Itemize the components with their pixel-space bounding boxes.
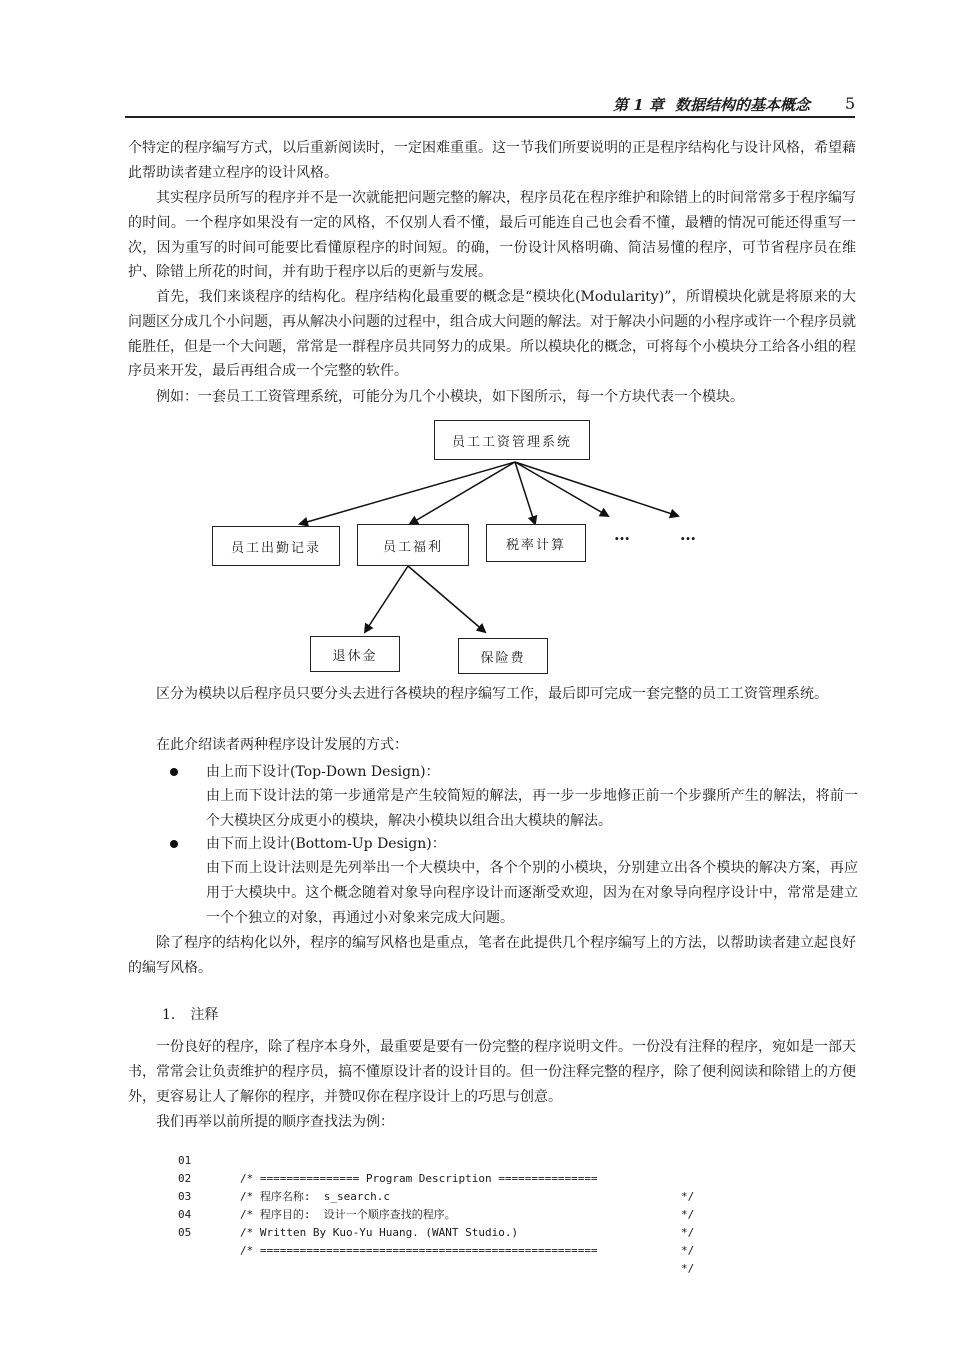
- node-payroll-system: 员工工资管理系统: [434, 420, 590, 460]
- code-text: /* =============== Program Description ===============: [240, 1172, 598, 1185]
- arrow-to-welfare: [410, 462, 515, 524]
- chapter-label: 第 1 章: [613, 96, 664, 114]
- bullet-bottom-up: [162, 832, 862, 932]
- section-title: 注释: [190, 1007, 219, 1023]
- arrow-to-more-2: [515, 462, 678, 516]
- arrow-to-insurance: [408, 566, 485, 632]
- running-header: [125, 92, 855, 118]
- line-number: 02: [178, 1172, 192, 1185]
- comment-end: */: [681, 1190, 695, 1203]
- code-text: /* ===================================================: [240, 1244, 598, 1257]
- code-text: /* Written By Kuo-Yu Huang. (WANT Studio.): [240, 1226, 519, 1239]
- ellipsis-1: …: [614, 525, 632, 544]
- bullet-top-down: [162, 760, 862, 832]
- line-number: 05: [178, 1226, 192, 1239]
- paragraph-6: 在此介绍读者两种程序设计发展的方式：: [156, 737, 408, 753]
- line-number: 03: [178, 1190, 192, 1203]
- page-number: 5: [845, 94, 856, 113]
- paragraph-2: 其实程序员所写的程序并不是一次就能把问题完整的解决，程序员花在程序维护和除错上的时间常常多于程序编写的时间。一个程序如果没有一定的风格，不仅别人看不懂，最后可能连自己也会看不懂，最糟的情况可能还得重写一次，因为重写的时间可能要比看懂原程序的时间短。的确，一份设计风格明确、简洁易懂的程序，可节省程序员在维护、除错上所花的时间，并有助于程序以后的更新与发展。: [128, 190, 856, 281]
- arrow-to-attendance: [300, 462, 515, 524]
- paragraph-5: 区分为模块以后程序员只要分头去进行各模块的程序编写工作，最后即可完成一套完整的员工工资管理系统。: [156, 686, 828, 702]
- comment-end: */: [681, 1262, 695, 1275]
- bullet-title: 由上而下设计(Top-Down Design)：: [206, 764, 440, 780]
- paragraph-1: 个特定的程序编写方式，以后重新阅读时，一定困难重重。这一节我们所要说明的正是程序结构化与设计风格，希望藉此帮助读者建立程序的设计风格。: [128, 140, 856, 181]
- node-insurance: 保险费: [458, 638, 548, 674]
- bullet-title: 由下而上设计(Bottom-Up Design)：: [206, 836, 446, 852]
- paragraph-3: 首先，我们来谈程序的结构化。程序结构化最重要的概念是“模块化(Modularity)”，所谓模块化就是将原来的大问题区分成几个小问题，再从解决小问题的过程中，组合成大问题的解法。对于解决小问题的小程序或许一个程序员就能胜任，但是一个大问题，常常是一群程序员共同努力的成果。所以模块化的概念，可将每个小模块分工给各小组的程序员来开发，最后再组合成一个完整的软件。: [128, 289, 856, 380]
- paragraph-7: 除了程序的结构化以外，程序的编写风格也是重点，笔者在此提供几个程序编写上的方法，以帮助读者建立起良好的编写风格。: [128, 935, 856, 976]
- node-tax: 税率计算: [486, 524, 586, 562]
- line-number: 01: [178, 1154, 192, 1167]
- code-listing: [178, 1134, 738, 1275]
- section-number: 1.: [162, 1007, 176, 1023]
- node-welfare: 员工福利: [357, 524, 469, 566]
- paragraph-9: 我们再举以前所提的顺序查找法为例：: [156, 1114, 394, 1130]
- code-text: /* 程序名称: s_search.c: [240, 1190, 390, 1203]
- comment-end: */: [681, 1208, 695, 1221]
- arrow-to-more-1: [515, 462, 608, 516]
- section-heading: [162, 1004, 218, 1024]
- node-pension: 退休金: [310, 636, 400, 672]
- bullet-body: 由上而下设计法的第一步通常是产生较简短的解法，再一步一步地修正前一个步骤所产生的解法，将前一个大模块区分成更小的模块，解决小模块以组合出大模块的解法。: [206, 788, 858, 829]
- chapter-title: 数据结构的基本概念: [675, 96, 811, 114]
- code-text: /* 程序目的: 设计一个顺序查找的程序。: [240, 1208, 456, 1221]
- paragraph-4: 例如：一套员工工资管理系统，可能分为几个小模块，如下图所示，每一个方块代表一个模块。: [156, 389, 744, 405]
- paragraph-8: 一份良好的程序，除了程序本身外，最重要是要有一份完整的程序说明文件。一份没有注释的程序，宛如是一部天书，常常会让负责维护的程序员，搞不懂原设计者的设计目的。但一份注释完整的程序，除了便利阅读和除错上的方便外，更容易让人了解你的程序，并赞叹你在程序设计上的巧思与创意。: [128, 1039, 856, 1105]
- module-diagram: [200, 410, 720, 690]
- line-number: 04: [178, 1208, 192, 1221]
- arrow-to-pension: [365, 566, 408, 632]
- comment-end: */: [681, 1244, 695, 1257]
- bullet-dot-icon: [170, 768, 178, 776]
- comment-end: */: [681, 1226, 695, 1239]
- ellipsis-2: …: [680, 525, 698, 544]
- node-attendance: 员工出勤记录: [212, 526, 340, 566]
- bullet-dot-icon: [170, 840, 178, 848]
- bullet-body: 由下而上设计法则是先列举出一个大模块中，各个个别的小模块，分别建立出各个模块的解决方案，再应用于大模块中。这个概念随着对象导向程序设计而逐渐受欢迎，因为在对象导向程序设计中，常常是建立一个个独立的对象，再通过小对象来完成大问题。: [206, 860, 858, 926]
